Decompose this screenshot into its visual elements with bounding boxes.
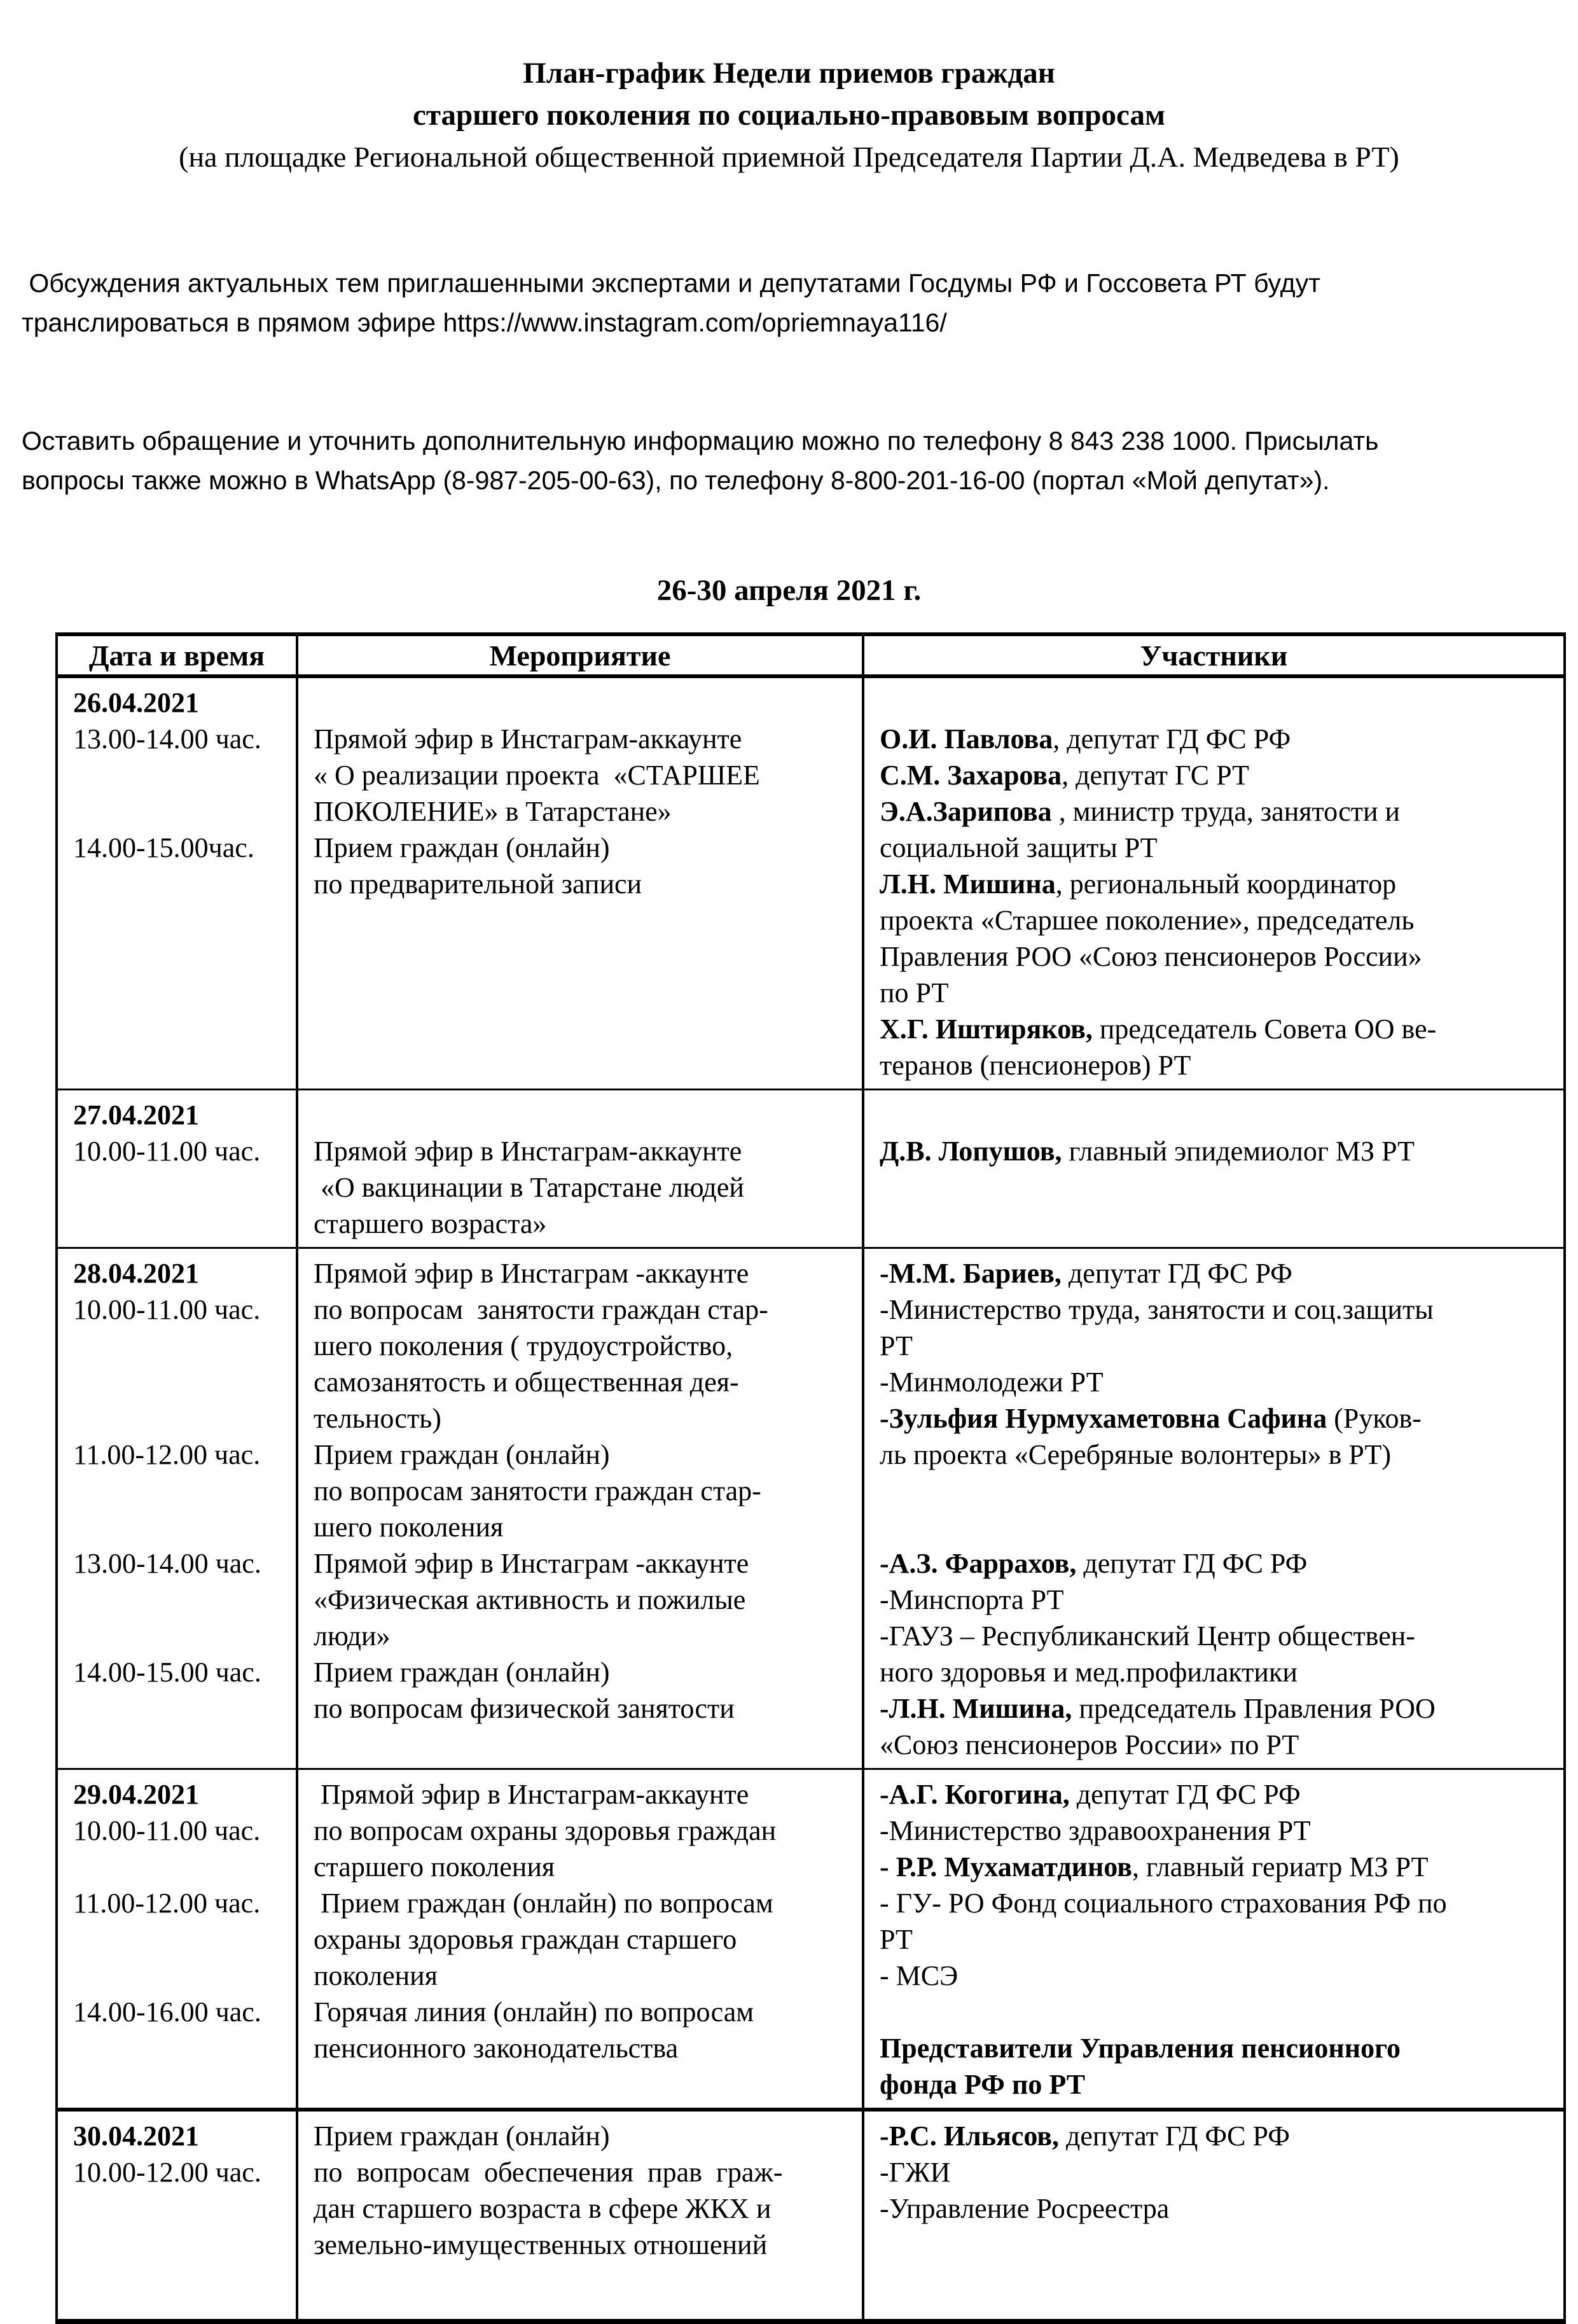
instagram-link[interactable]: https://www.instagram.com/opriemnaya116/: [443, 308, 947, 337]
text-line: -Министерство здравоохранения РТ: [880, 1815, 1311, 1846]
text-line: [73, 1582, 286, 1618]
text-line: люди»: [314, 1620, 391, 1652]
text-line: старшего возраста»: [314, 1208, 547, 1239]
text-line: [73, 1958, 286, 1994]
table-header-row: [57, 634, 1565, 676]
text-line: -Р.С. Ильясов, депутат ГД ФС РФ: [880, 2120, 1291, 2152]
text-line: 11.00-12.00 час.: [73, 1888, 261, 1919]
text-line: по предварительной записи: [314, 868, 642, 900]
text-line: дан старшего возраста в сфере ЖКХ и: [314, 2193, 772, 2224]
participants-cell: [863, 2110, 1565, 2321]
text-line: [73, 1849, 286, 1885]
date-cell: [57, 1090, 297, 1248]
text-line: по вопросам охраны здоровья граждан: [314, 1815, 777, 1846]
text-line: 30.04.2021: [73, 2120, 199, 2152]
text-line: [73, 1328, 286, 1364]
text-line: 29.04.2021: [73, 1779, 199, 1810]
intro-paragraph-2: [22, 421, 1560, 500]
text-line: 13.00-14.00 час.: [73, 1548, 261, 1579]
text-line: -Минспорта РТ: [880, 1584, 1064, 1615]
event-cell: [297, 676, 863, 1090]
intro-paragraph-1: [22, 263, 1560, 342]
date-cell: [57, 676, 297, 1090]
text-line: Прием граждан (онлайн) по вопросам: [314, 1888, 773, 1919]
text-line: Горячая линия (онлайн) по вопросам: [314, 1996, 754, 2028]
text-line: 14.00-15.00 час.: [73, 1657, 261, 1688]
text-line: [73, 1364, 286, 1400]
text-line: Прямой эфир в Инстаграм -аккаунте: [314, 1258, 749, 1289]
text-line: 10.00-12.00 час.: [73, 2157, 261, 2188]
table-row: [57, 676, 1565, 1090]
text-line: 10.00-11.00 час.: [73, 1136, 261, 1167]
text-line: пенсионного законодательства: [314, 2033, 679, 2064]
text-line: по вопросам физической занятости: [314, 1693, 735, 1724]
text-line: тельность): [314, 1403, 441, 1434]
event-cell: [297, 1248, 863, 1769]
text-line: ль проекта «Серебряные волонтеры» в РТ): [880, 1439, 1391, 1470]
text-line: ПОКОЛЕНИЕ» в Татарстане»: [314, 796, 672, 827]
text-line: [73, 1921, 286, 1958]
text-line: 28.04.2021: [73, 1258, 199, 1289]
text-line: Л.Н. Мишина, региональный координатор: [880, 868, 1397, 900]
text-line: [73, 1473, 286, 1509]
text-line: старшего поколения: [314, 1851, 555, 1882]
participants-cell: [863, 1769, 1565, 2110]
date-cell: [57, 1769, 297, 2110]
event-cell: [297, 2110, 863, 2321]
document-header: [0, 52, 1578, 178]
text-line: земельно-имущественных отношений: [314, 2229, 768, 2260]
text-line: « О реализации проекта «СТАРШЕЕ: [314, 760, 760, 791]
page-subtitle: (на площадке Региональной общественной приемной Председателя Партии Д.А. Медведева в РТ): [179, 141, 1399, 173]
column-header-event: Мероприятие: [297, 634, 863, 676]
text-line: «Союз пенсионеров России» по РТ: [880, 1729, 1299, 1760]
text-line: [73, 793, 286, 830]
date-range-heading: 26-30 апреля 2021 г.: [656, 574, 922, 607]
text-line: Представители Управления пенсионного: [880, 2033, 1401, 2064]
table-row: [57, 1090, 1565, 1248]
text-line: Прямой эфир в Инстаграм-аккаунте: [314, 1779, 749, 1810]
text-line: Прямой эфир в Инстаграм-аккаунте: [314, 723, 742, 755]
intro-p2-line1: Оставить обращение и уточнить дополнительную информацию можно по телефону 8 843 238 1000. Присылать: [22, 426, 1379, 456]
column-header-participants: Участники: [863, 634, 1565, 676]
text-line: [73, 1400, 286, 1437]
text-line: [880, 685, 1553, 721]
text-line: [73, 1509, 286, 1545]
text-line: теранов (пенсионеров) РТ: [880, 1050, 1191, 1081]
text-line: [314, 1097, 852, 1133]
text-line: 26.04.2021: [73, 687, 199, 718]
text-line: -М.М. Бариев, депутат ГД ФС РФ: [880, 1258, 1292, 1289]
text-line: 14.00-15.00час.: [73, 832, 254, 863]
text-line: «Физическая активность и пожилые: [314, 1584, 746, 1615]
text-line: Правления РОО «Союз пенсионеров России»: [880, 941, 1422, 972]
text-line: 11.00-12.00 час.: [73, 1439, 261, 1470]
text-line: -ГАУЗ – Республиканский Центр обществен-: [880, 1620, 1415, 1652]
text-line: по вопросам занятости граждан стар-: [314, 1475, 761, 1506]
text-line: [73, 1618, 286, 1654]
text-line: фонда РФ по РТ: [880, 2069, 1086, 2100]
text-line: Прямой эфир в Инстаграм -аккаунте: [314, 1548, 749, 1579]
intro-p1-line1: Обсуждения актуальных тем приглашенными экспертами и депутатами Госдумы РФ и Госсовета РТ будут: [22, 268, 1320, 298]
table-row: [57, 1769, 1565, 2110]
event-cell: [297, 1769, 863, 2110]
text-line: С.М. Захарова, депутат ГС РТ: [880, 760, 1250, 791]
text-line: -А.Г. Когогина, депутат ГД ФС РФ: [880, 1779, 1301, 1810]
text-line: [880, 1509, 1553, 1545]
participants-cell: [863, 1090, 1565, 1248]
page-title-line1: План-график Недели приемов граждан: [523, 57, 1055, 90]
text-line: Прием граждан (онлайн): [314, 2120, 610, 2152]
participants-cell: [863, 676, 1565, 1090]
text-line: -А.З. Фаррахов, депутат ГД ФС РФ: [880, 1548, 1308, 1579]
text-line: социальной защиты РТ: [880, 832, 1158, 863]
text-line: -Минмолодежи РТ: [880, 1367, 1104, 1398]
text-line: [73, 757, 286, 793]
text-line: 10.00-11.00 час.: [73, 1815, 261, 1846]
text-line: Х.Г. Иштиряков, председатель Совета ОО ве-: [880, 1013, 1437, 1045]
text-line: [880, 1473, 1553, 1509]
text-line: -ГЖИ: [880, 2157, 951, 2188]
date-cell: [57, 1248, 297, 1769]
event-cell: [297, 1090, 863, 1248]
text-line: поколения: [314, 1960, 438, 1991]
text-line: Прием граждан (онлайн): [314, 1439, 610, 1470]
text-line: Э.А.Зарипова , министр труда, занятости и: [880, 796, 1401, 827]
text-line: [880, 1994, 1553, 2030]
intro-p1-line2: транслироваться в прямом эфире: [22, 308, 443, 337]
text-line: -Управление Росреестра: [880, 2193, 1170, 2224]
text-line: ного здоровья и мед.профилактики: [880, 1657, 1298, 1688]
text-line: -Министерство труда, занятости и соц.защиты: [880, 1294, 1434, 1325]
table-row: [57, 1248, 1565, 1769]
text-line: РТ: [880, 1330, 913, 1361]
text-line: -Зульфия Нурмухаметовна Сафина (Руков-: [880, 1403, 1422, 1434]
text-line: О.И. Павлова, депутат ГД ФС РФ: [880, 723, 1291, 755]
text-line: Прямой эфир в Инстаграм-аккаунте: [314, 1136, 742, 1167]
text-line: - МСЭ: [880, 1960, 959, 1991]
text-line: Прием граждан (онлайн): [314, 1657, 610, 1688]
schedule-table-body: [57, 676, 1565, 2321]
intro-block: [22, 184, 1560, 539]
text-line: - Р.Р. Мухаматдинов, главный гериатр МЗ РТ: [880, 1851, 1429, 1882]
participants-cell: [863, 1248, 1565, 1769]
text-line: Прием граждан (онлайн): [314, 832, 610, 863]
text-line: [880, 1097, 1553, 1133]
text-line: шего поколения: [314, 1512, 504, 1543]
text-line: самозанятость и общественная дея-: [314, 1367, 739, 1398]
text-line: 14.00-16.00 час.: [73, 1996, 261, 2028]
text-line: охраны здоровья граждан старшего: [314, 1924, 737, 1955]
text-line: проекта «Старшее поколение», председатель: [880, 905, 1415, 936]
text-line: -Л.Н. Мишина, председатель Правления РОО: [880, 1693, 1436, 1724]
text-line: - ГУ- РО Фонд социального страхования РФ по: [880, 1888, 1447, 1919]
text-line: Д.В. Лопушов, главный эпидемиолог МЗ РТ: [880, 1136, 1415, 1167]
column-header-date: Дата и время: [57, 634, 297, 676]
text-line: 10.00-11.00 час.: [73, 1294, 261, 1325]
text-line: РТ: [880, 1924, 913, 1955]
text-line: по вопросам обеспечения прав граж-: [314, 2157, 783, 2188]
page-title-line2: старшего поколения по социально-правовым вопросам: [412, 99, 1165, 132]
text-line: 13.00-14.00 час.: [73, 723, 261, 755]
text-line: [314, 685, 852, 721]
text-line: «О вакцинации в Татарстане людей: [314, 1172, 744, 1203]
text-line: 27.04.2021: [73, 1099, 199, 1131]
table-row: [57, 2110, 1565, 2321]
text-line: шего поколения ( трудоустройство,: [314, 1330, 733, 1361]
text-line: по РТ: [880, 977, 949, 1008]
date-cell: [57, 2110, 297, 2321]
text-line: по вопросам занятости граждан стар-: [314, 1294, 768, 1325]
intro-p2-line2: вопросы также можно в WhatsApp (8-987-205-00-63), по телефону 8-800-201-16-00 (портал «Мой депутат»).: [22, 466, 1330, 495]
schedule-table: [55, 632, 1566, 2324]
